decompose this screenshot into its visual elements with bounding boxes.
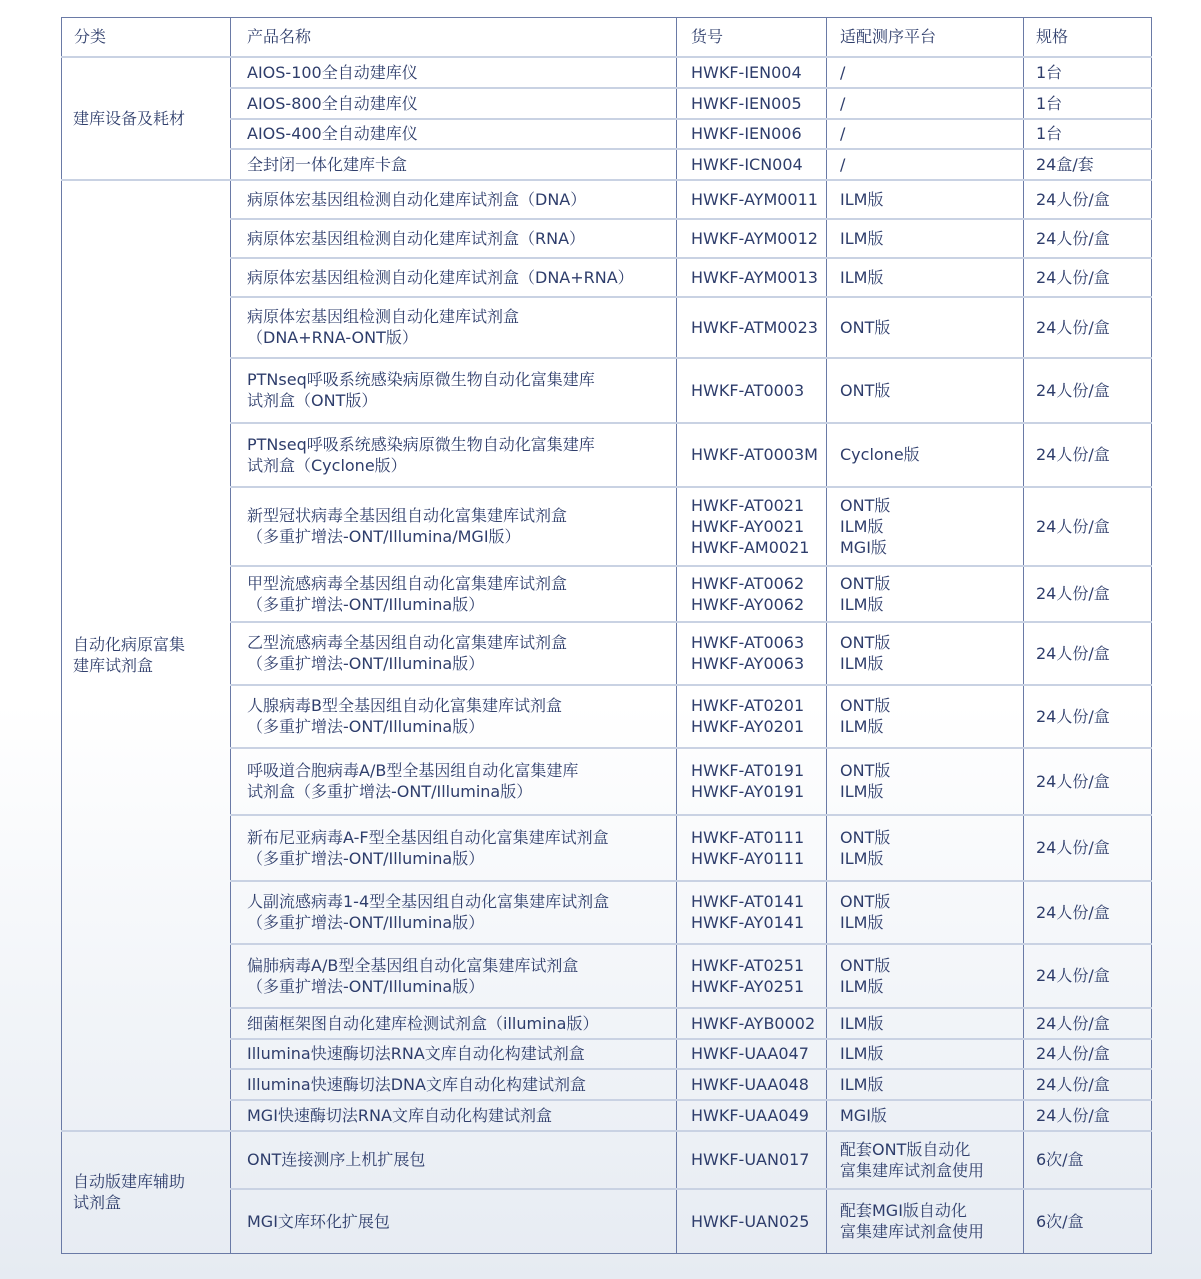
table-row bbox=[62, 57, 1152, 88]
product-name-cell: MGI快速酶切法RNA文库自动化构建试剂盒 bbox=[231, 1100, 677, 1131]
product-name-cell: 人腺病毒B型全基因组自动化富集建库试剂盒 （多重扩增法-ONT/Illumina版） bbox=[231, 685, 677, 748]
item-code-cell: HWKF-IEN005 bbox=[677, 88, 827, 119]
product-name-cell: 新布尼亚病毒A-F型全基因组自动化富集建库试剂盒 （多重扩增法-ONT/Illumina版） bbox=[231, 815, 677, 881]
product-name-cell: AIOS-800全自动建库仪 bbox=[231, 88, 677, 119]
platform-cell: ONT版 bbox=[827, 297, 1024, 358]
item-code-cell: HWKF-AYM0013 bbox=[677, 258, 827, 297]
platform-cell: ILM版 bbox=[827, 1069, 1024, 1100]
spec-cell: 24人份/盒 bbox=[1024, 815, 1152, 881]
platform-cell: 配套MGI版自动化 富集建库试剂盒使用 bbox=[827, 1189, 1024, 1254]
platform-cell: 配套ONT版自动化 富集建库试剂盒使用 bbox=[827, 1131, 1024, 1189]
platform-cell: ILM版 bbox=[827, 258, 1024, 297]
header-category: 分类 bbox=[62, 18, 231, 57]
platform-cell: ONT版 ILM版 MGI版 bbox=[827, 487, 1024, 566]
spec-cell: 24人份/盒 bbox=[1024, 566, 1152, 622]
platform-cell: ONT版 ILM版 bbox=[827, 748, 1024, 815]
header-item-code: 货号 bbox=[677, 18, 827, 57]
product-name-cell: PTNseq呼吸系统感染病原微生物自动化富集建库 试剂盒（ONT版） bbox=[231, 358, 677, 423]
product-name-cell: 细菌框架图自动化建库检测试剂盒（illumina版） bbox=[231, 1008, 677, 1039]
table-row bbox=[62, 1131, 1152, 1189]
category-cell: 自动版建库辅助 试剂盒 bbox=[62, 1131, 231, 1254]
product-name-cell: AIOS-400全自动建库仪 bbox=[231, 119, 677, 149]
product-name-cell: MGI文库环化扩展包 bbox=[231, 1189, 677, 1254]
item-code-cell: HWKF-UAA048 bbox=[677, 1069, 827, 1100]
product-name-cell: PTNseq呼吸系统感染病原微生物自动化富集建库 试剂盒（Cyclone版） bbox=[231, 423, 677, 487]
spec-cell: 1台 bbox=[1024, 119, 1152, 149]
spec-cell: 24人份/盒 bbox=[1024, 423, 1152, 487]
product-name-cell: Illumina快速酶切法DNA文库自动化构建试剂盒 bbox=[231, 1069, 677, 1100]
item-code-cell: HWKF-AYM0011 bbox=[677, 180, 827, 219]
spec-cell: 24人份/盒 bbox=[1024, 219, 1152, 258]
platform-cell: ILM版 bbox=[827, 1039, 1024, 1069]
platform-cell: ONT版 ILM版 bbox=[827, 881, 1024, 944]
platform-cell: / bbox=[827, 119, 1024, 149]
platform-cell: ONT版 ILM版 bbox=[827, 685, 1024, 748]
spec-cell: 24人份/盒 bbox=[1024, 1069, 1152, 1100]
item-code-cell: HWKF-AYB0002 bbox=[677, 1008, 827, 1039]
item-code-cell: HWKF-AT0003 bbox=[677, 358, 827, 423]
platform-cell: ONT版 ILM版 bbox=[827, 944, 1024, 1008]
spec-cell: 24人份/盒 bbox=[1024, 258, 1152, 297]
header-platform: 适配测序平台 bbox=[827, 18, 1024, 57]
platform-cell: / bbox=[827, 88, 1024, 119]
platform-cell: ONT版 ILM版 bbox=[827, 622, 1024, 685]
product-name-cell: 乙型流感病毒全基因组自动化富集建库试剂盒 （多重扩增法-ONT/Illumina版） bbox=[231, 622, 677, 685]
table-row bbox=[62, 180, 1152, 219]
product-name-cell: 病原体宏基因组检测自动化建库试剂盒（DNA） bbox=[231, 180, 677, 219]
product-name-cell: 全封闭一体化建库卡盒 bbox=[231, 149, 677, 180]
spec-cell: 6次/盒 bbox=[1024, 1131, 1152, 1189]
item-code-cell: HWKF-AT0191 HWKF-AY0191 bbox=[677, 748, 827, 815]
spec-cell: 24盒/套 bbox=[1024, 149, 1152, 180]
spec-cell: 24人份/盒 bbox=[1024, 487, 1152, 566]
spec-cell: 24人份/盒 bbox=[1024, 944, 1152, 1008]
item-code-cell: HWKF-AT0201 HWKF-AY0201 bbox=[677, 685, 827, 748]
product-name-cell: 新型冠状病毒全基因组自动化富集建库试剂盒 （多重扩增法-ONT/Illumina/MGI版） bbox=[231, 487, 677, 566]
spec-cell: 1台 bbox=[1024, 57, 1152, 88]
product-name-cell: Illumina快速酶切法RNA文库自动化构建试剂盒 bbox=[231, 1039, 677, 1069]
item-code-cell: HWKF-AT0141 HWKF-AY0141 bbox=[677, 881, 827, 944]
item-code-cell: HWKF-UAA049 bbox=[677, 1100, 827, 1131]
item-code-cell: HWKF-IEN006 bbox=[677, 119, 827, 149]
product-name-cell: 病原体宏基因组检测自动化建库试剂盒（RNA） bbox=[231, 219, 677, 258]
category-cell: 建库设备及耗材 bbox=[62, 57, 231, 180]
product-name-cell: ONT连接测序上机扩展包 bbox=[231, 1131, 677, 1189]
header-spec: 规格 bbox=[1024, 18, 1152, 57]
item-code-cell: HWKF-AYM0012 bbox=[677, 219, 827, 258]
product-table bbox=[61, 17, 1152, 1254]
spec-cell: 24人份/盒 bbox=[1024, 685, 1152, 748]
product-name-cell: 人副流感病毒1-4型全基因组自动化富集建库试剂盒 （多重扩增法-ONT/Illumina版） bbox=[231, 881, 677, 944]
item-code-cell: HWKF-UAN017 bbox=[677, 1131, 827, 1189]
category-cell: 自动化病原富集 建库试剂盒 bbox=[62, 180, 231, 1131]
platform-cell: ILM版 bbox=[827, 1008, 1024, 1039]
spec-cell: 24人份/盒 bbox=[1024, 1100, 1152, 1131]
platform-cell: ONT版 ILM版 bbox=[827, 566, 1024, 622]
item-code-cell: HWKF-UAN025 bbox=[677, 1189, 827, 1254]
spec-cell: 24人份/盒 bbox=[1024, 358, 1152, 423]
platform-cell: Cyclone版 bbox=[827, 423, 1024, 487]
product-name-cell: 甲型流感病毒全基因组自动化富集建库试剂盒 （多重扩增法-ONT/Illumina版） bbox=[231, 566, 677, 622]
item-code-cell: HWKF-ICN004 bbox=[677, 149, 827, 180]
platform-cell: ONT版 bbox=[827, 358, 1024, 423]
platform-cell: ILM版 bbox=[827, 180, 1024, 219]
platform-cell: / bbox=[827, 149, 1024, 180]
spec-cell: 24人份/盒 bbox=[1024, 748, 1152, 815]
spec-cell: 24人份/盒 bbox=[1024, 1039, 1152, 1069]
item-code-cell: HWKF-AT0111 HWKF-AY0111 bbox=[677, 815, 827, 881]
platform-cell: / bbox=[827, 57, 1024, 88]
spec-cell: 24人份/盒 bbox=[1024, 881, 1152, 944]
product-name-cell: 病原体宏基因组检测自动化建库试剂盒 （DNA+RNA-ONT版） bbox=[231, 297, 677, 358]
platform-cell: ILM版 bbox=[827, 219, 1024, 258]
spec-cell: 1台 bbox=[1024, 88, 1152, 119]
spec-cell: 6次/盒 bbox=[1024, 1189, 1152, 1254]
product-name-cell: AIOS-100全自动建库仪 bbox=[231, 57, 677, 88]
platform-cell: MGI版 bbox=[827, 1100, 1024, 1131]
item-code-cell: HWKF-AT0003M bbox=[677, 423, 827, 487]
header-product-name: 产品名称 bbox=[231, 18, 677, 57]
item-code-cell: HWKF-ATM0023 bbox=[677, 297, 827, 358]
header-row bbox=[62, 18, 1152, 57]
product-name-cell: 偏肺病毒A/B型全基因组自动化富集建库试剂盒 （多重扩增法-ONT/Illumina版） bbox=[231, 944, 677, 1008]
product-name-cell: 病原体宏基因组检测自动化建库试剂盒（DNA+RNA） bbox=[231, 258, 677, 297]
product-name-cell: 呼吸道合胞病毒A/B型全基因组自动化富集建库 试剂盒（多重扩增法-ONT/Illumina版） bbox=[231, 748, 677, 815]
item-code-cell: HWKF-AT0062 HWKF-AY0062 bbox=[677, 566, 827, 622]
platform-cell: ONT版 ILM版 bbox=[827, 815, 1024, 881]
spec-cell: 24人份/盒 bbox=[1024, 622, 1152, 685]
item-code-cell: HWKF-IEN004 bbox=[677, 57, 827, 88]
spec-cell: 24人份/盒 bbox=[1024, 1008, 1152, 1039]
spec-cell: 24人份/盒 bbox=[1024, 180, 1152, 219]
item-code-cell: HWKF-AT0021 HWKF-AY0021 HWKF-AM0021 bbox=[677, 487, 827, 566]
spec-cell: 24人份/盒 bbox=[1024, 297, 1152, 358]
item-code-cell: HWKF-UAA047 bbox=[677, 1039, 827, 1069]
item-code-cell: HWKF-AT0063 HWKF-AY0063 bbox=[677, 622, 827, 685]
item-code-cell: HWKF-AT0251 HWKF-AY0251 bbox=[677, 944, 827, 1008]
